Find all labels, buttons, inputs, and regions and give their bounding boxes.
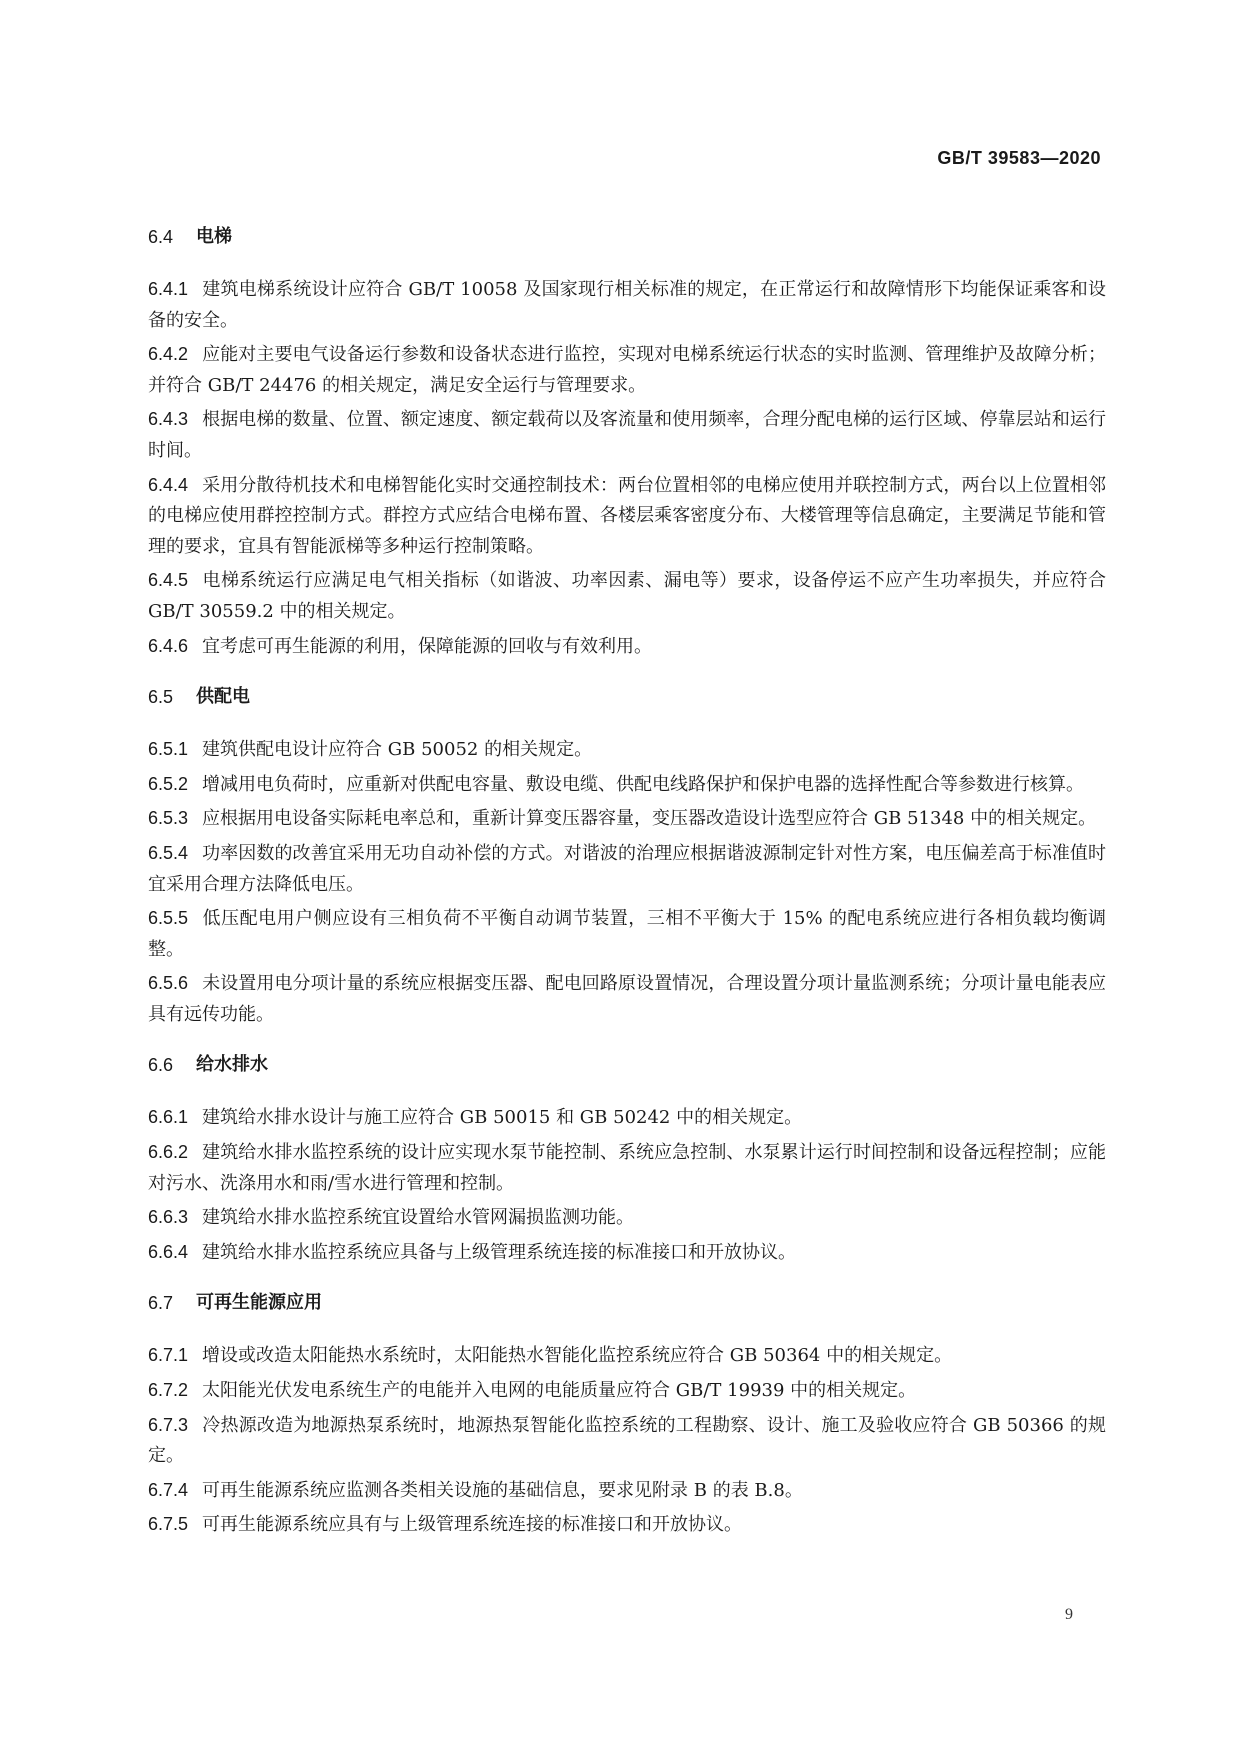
clause-text: 建筑供配电设计应符合 GB 50052 的相关规定。	[202, 739, 593, 761]
section-number: 6.4	[148, 227, 174, 247]
clause	[148, 903, 1106, 965]
clause	[148, 1102, 1106, 1134]
clause	[148, 339, 1106, 401]
section-6-7	[148, 1288, 1106, 1541]
clause-text: 功率因数的改善宜采用无功自动补偿的方式。对谐波的治理应根据谐波源制定针对性方案，电压偏差高于标准值时宜采用合理方法降低电压。	[148, 842, 1106, 895]
clause-number: 6.4.3	[148, 409, 189, 430]
clause-number: 6.4.2	[148, 344, 189, 365]
clause-number: 6.5.6	[148, 973, 189, 994]
section-6-4	[148, 222, 1106, 662]
clause	[148, 1375, 1106, 1407]
section-title: 给水排水	[196, 1054, 268, 1076]
clause	[148, 274, 1106, 336]
section-heading	[148, 1050, 1106, 1080]
clause-text: 增设或改造太阳能热水系统时，太阳能热水智能化监控系统应符合 GB 50364 中的相关规定。	[202, 1345, 953, 1367]
clause	[148, 803, 1106, 835]
section-number: 6.6	[148, 1055, 174, 1076]
section-number: 6.5	[148, 687, 174, 708]
clause-text: 未设置用电分项计量的系统应根据变压器、配电回路原设置情况，合理设置分项计量监测系统；分项计量电能表应具有远传功能。	[148, 973, 1106, 1025]
clause-text: 采用分散待机技术和电梯智能化实时交通控制技术：两台位置相邻的电梯应使用并联控制方式，两台以上位置相邻的电梯应使用群控控制方式。群控方式应结合电梯布置、各楼层乘客密度分布、大楼管理等信息确定，主要满足节能和管理的要求，宜具有智能派梯等多种运行控制策略。	[148, 474, 1106, 557]
clause-number: 6.4.4	[148, 474, 189, 495]
clause-text: 建筑电梯系统设计应符合 GB/T 10058 及国家现行相关标准的规定，在正常运行和故障情形下均能保证乘客和设备的安全。	[148, 279, 1106, 331]
clause-number: 6.5.5	[148, 908, 189, 929]
clause	[148, 1237, 1106, 1269]
clause	[148, 1202, 1106, 1234]
clause-number: 6.6.3	[148, 1207, 189, 1228]
section-heading	[148, 682, 1106, 712]
clause-text: 宜考虑可再生能源的利用，保障能源的回收与有效利用。	[202, 635, 653, 657]
clause-number: 6.4.5	[148, 570, 189, 591]
section-heading	[148, 1288, 1106, 1318]
clause-number: 6.7.3	[148, 1414, 189, 1435]
clause-number: 6.5.4	[148, 842, 189, 863]
clause-number: 6.7.5	[148, 1514, 189, 1535]
section-heading	[148, 222, 1106, 252]
document-body	[148, 222, 1106, 1544]
clause-text: 增减用电负荷时，应重新对供配电容量、敷设电缆、供配电线路保护和保护电器的选择性配合等参数进行核算。	[202, 773, 1085, 795]
clause-number: 6.5.1	[148, 739, 189, 760]
section-6-6	[148, 1050, 1106, 1268]
clause-text: 建筑给水排水监控系统的设计应实现水泵节能控制、系统应急控制、水泵累计运行时间控制和设备远程控制；应能对污水、洗涤用水和雨/雪水进行管理和控制。	[148, 1142, 1106, 1194]
clause-text: 太阳能光伏发电系统生产的电能并入电网的电能质量应符合 GB/T 19939 中的相关规定。	[202, 1380, 917, 1402]
clause	[148, 769, 1106, 801]
clause-text: 建筑给水排水监控系统应具备与上级管理系统连接的标准接口和开放协议。	[202, 1241, 797, 1263]
section-title: 电梯	[196, 226, 232, 247]
clause-number: 6.6.4	[148, 1241, 189, 1262]
page-number: 9	[1065, 1606, 1073, 1623]
clause-number: 6.6.1	[148, 1107, 189, 1128]
clause-number: 6.4.1	[148, 279, 189, 299]
section-title: 供配电	[196, 686, 250, 708]
clause-number: 6.7.1	[148, 1345, 189, 1366]
clause	[148, 1509, 1106, 1541]
clause-number: 6.4.6	[148, 635, 189, 656]
clause-text: 应能对主要电气设备运行参数和设备状态进行监控，实现对电梯系统运行状态的实时监测、管理维护及故障分析；并符合 GB/T 24476 的相关规定，满足安全运行与管理要求。	[148, 344, 1106, 396]
clause	[148, 1410, 1106, 1472]
clause-number: 6.7.4	[148, 1479, 189, 1500]
clause	[148, 1475, 1106, 1507]
clause-text: 根据电梯的数量、位置、额定速度、额定载荷以及客流量和使用频率，合理分配电梯的运行区域、停靠层站和运行时间。	[148, 409, 1106, 461]
clause	[148, 631, 1106, 663]
clause-text: 可再生能源系统应具有与上级管理系统连接的标准接口和开放协议。	[202, 1514, 743, 1536]
section-number: 6.7	[148, 1293, 174, 1314]
clause	[148, 1340, 1106, 1372]
standard-code: GB/T 39583—2020	[937, 148, 1101, 168]
clause-text: 电梯系统运行应满足电气相关指标（如谐波、功率因素、漏电等）要求，设备停运不应产生功率损失，并应符合 GB/T 30559.2 中的相关规定。	[148, 570, 1106, 622]
clause	[148, 565, 1106, 627]
section-6-5	[148, 682, 1106, 1030]
clause-number: 6.6.2	[148, 1142, 189, 1163]
clause-text: 建筑给水排水监控系统宜设置给水管网漏损监测功能。	[202, 1207, 635, 1229]
clause-number: 6.7.2	[148, 1380, 189, 1401]
section-title: 可再生能源应用	[196, 1292, 322, 1314]
clause-text: 可再生能源系统应监测各类相关设施的基础信息，要求见附录 B 的表 B.8。	[202, 1479, 803, 1501]
clause	[148, 404, 1106, 466]
clause-number: 6.5.3	[148, 808, 189, 829]
clause	[148, 734, 1106, 766]
clause	[148, 838, 1106, 900]
clause	[148, 968, 1106, 1030]
clause-text: 建筑给水排水设计与施工应符合 GB 50015 和 GB 50242 中的相关规定。	[202, 1107, 803, 1129]
clause	[148, 470, 1106, 563]
clause-text: 低压配电用户侧应设有三相负荷不平衡自动调节装置，三相不平衡大于 15% 的配电系统应进行各相负载均衡调整。	[148, 908, 1106, 960]
clause-text: 冷热源改造为地源热泵系统时，地源热泵智能化监控系统的工程勘察、设计、施工及验收应符合 GB 50366 的规定。	[148, 1414, 1106, 1467]
clause-text: 应根据用电设备实际耗电率总和，重新计算变压器容量，变压器改造设计选型应符合 GB 51348 中的相关规定。	[202, 808, 1097, 830]
clause-number: 6.5.2	[148, 773, 189, 794]
clause	[148, 1137, 1106, 1199]
